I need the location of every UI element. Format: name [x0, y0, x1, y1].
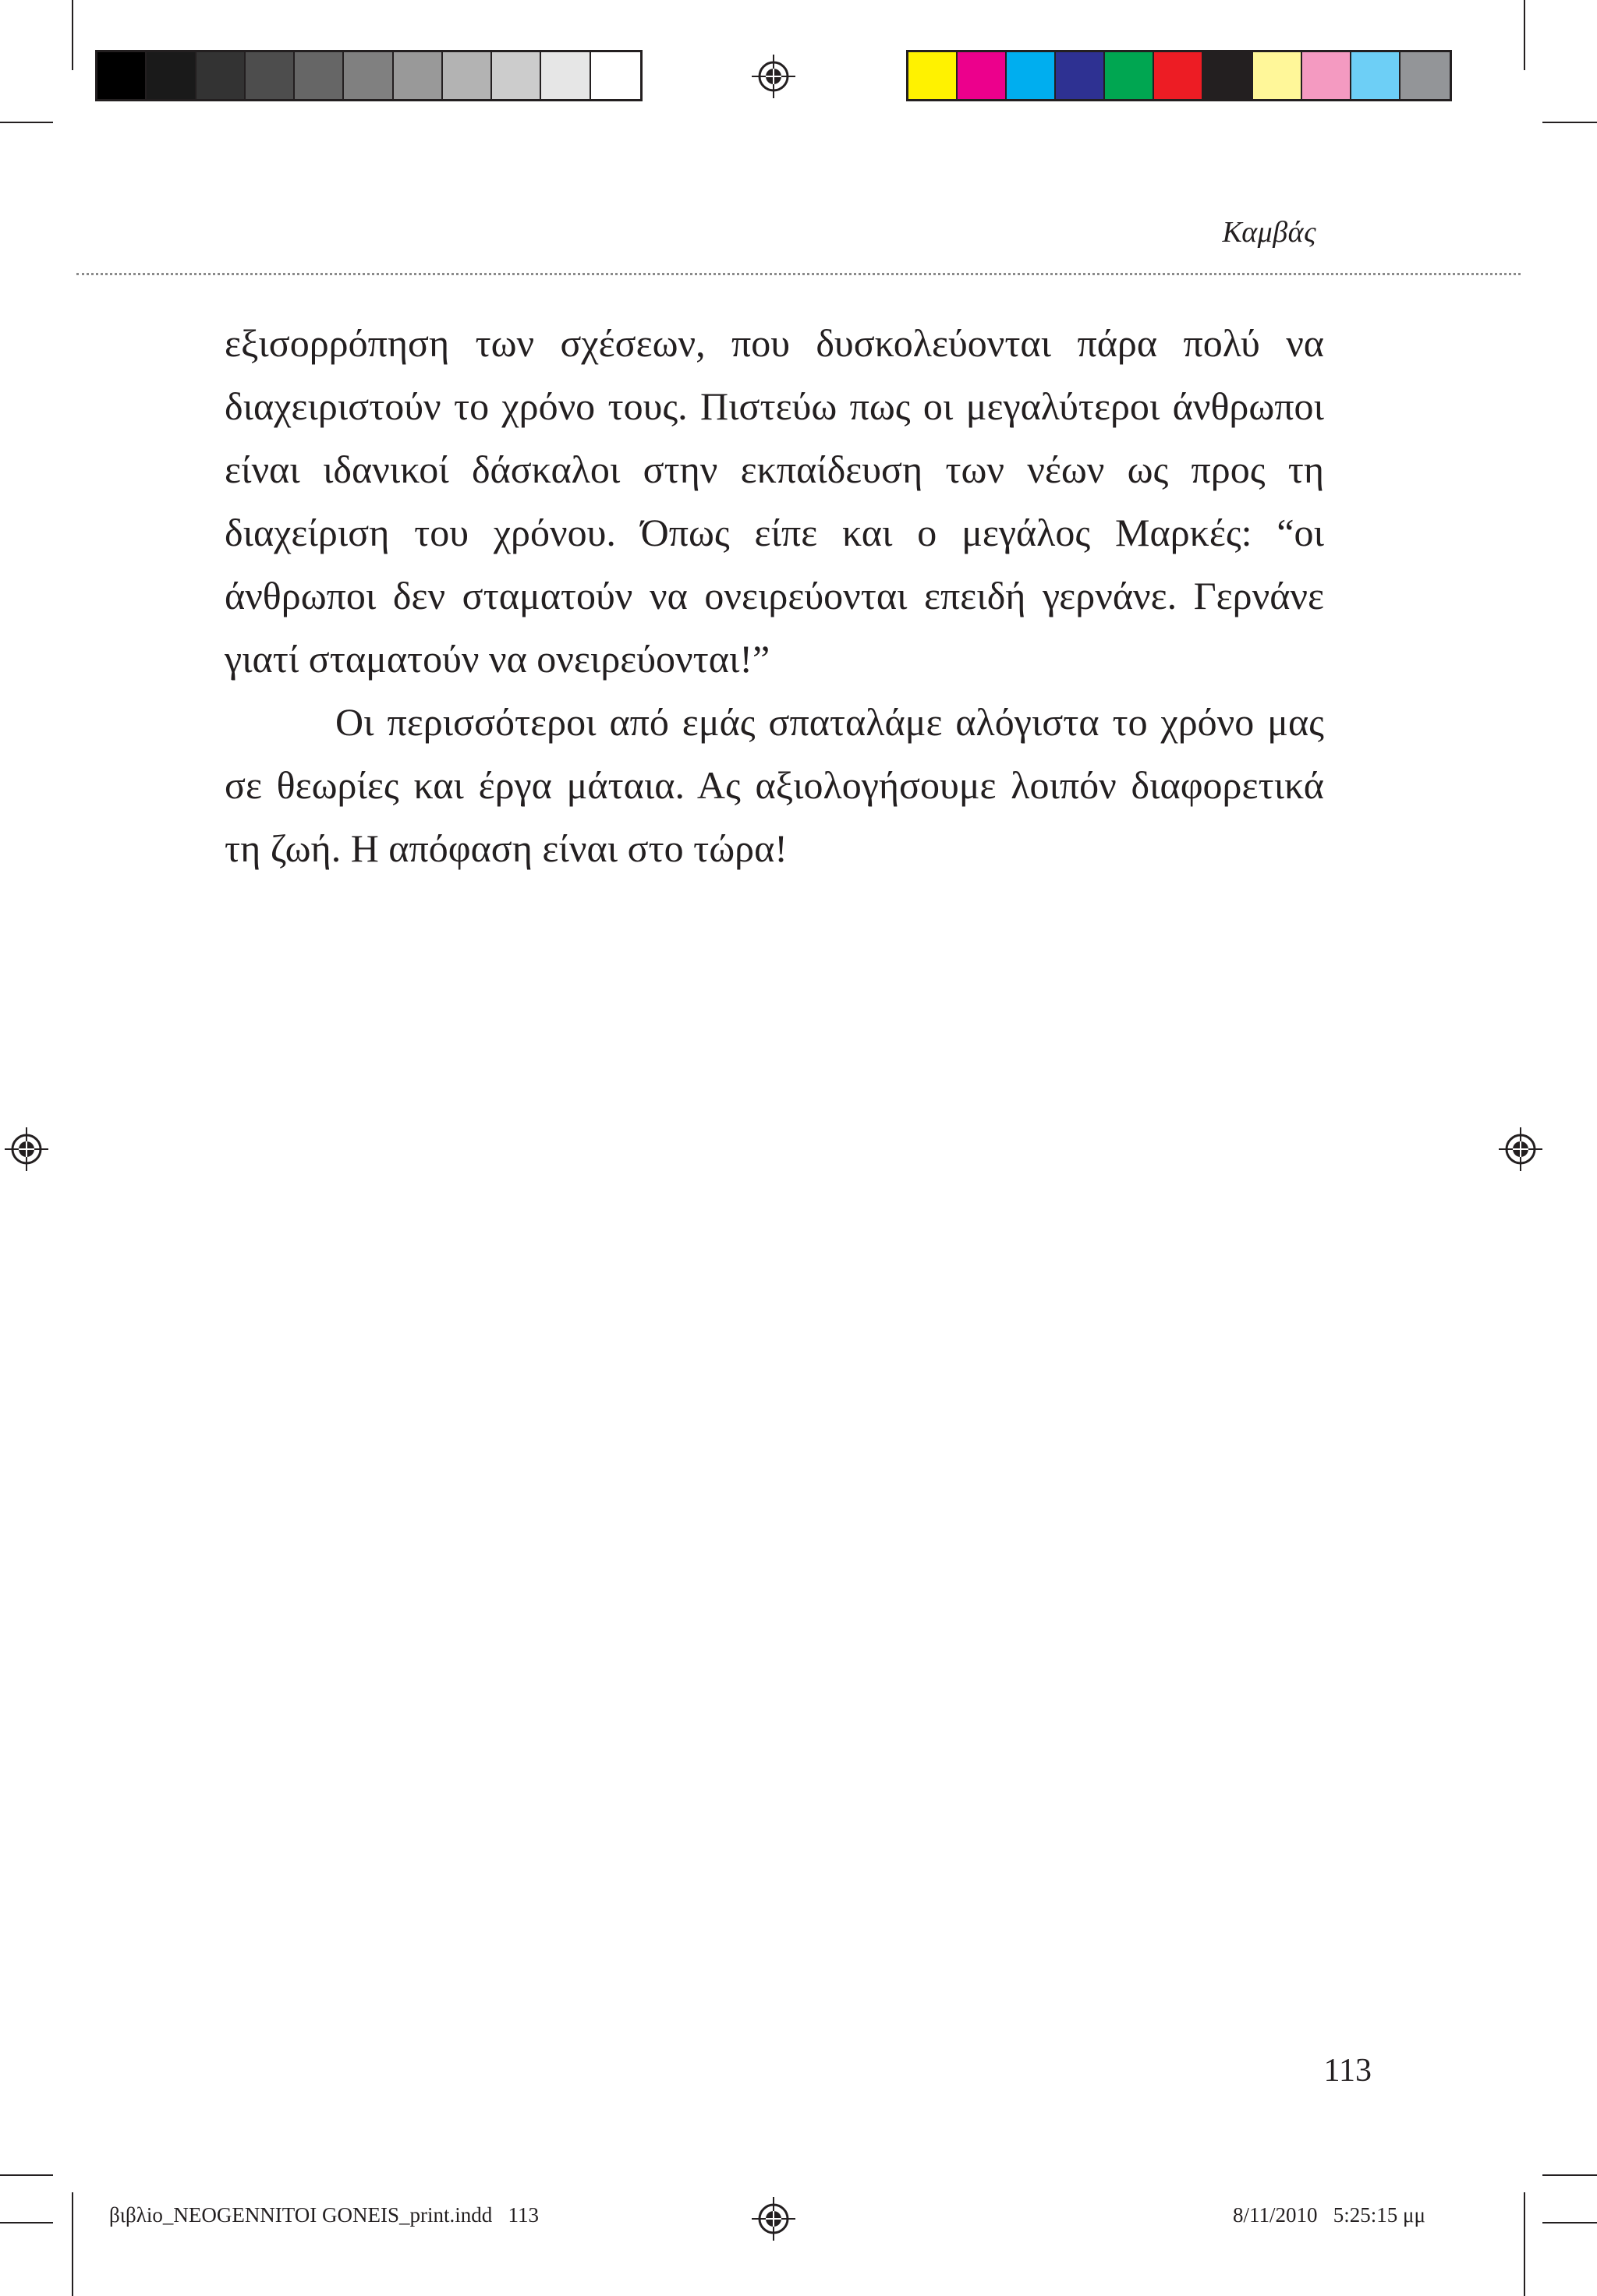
crop-mark-bottom-left-h: [0, 2174, 53, 2176]
page-number: 113: [1323, 2053, 1372, 2089]
crop-mark-top-right-v: [1524, 0, 1525, 70]
gray-swatch-6: [394, 52, 443, 99]
crop-mark-top-left-h: [0, 122, 53, 123]
crop-mark-top-right-h: [1542, 122, 1597, 123]
process-swatch-3: [1056, 52, 1105, 99]
crop-mark-bottom-right-v: [1524, 2192, 1525, 2296]
slug-date: 8/11/2010 5:25:15 μμ: [1233, 2203, 1425, 2227]
paragraph: Οι περισσότεροι από εμάς σπαταλάμε αλόγιστα το χρόνο μας σε θεωρίες και έργα μάταια. Ας αξιολογήσουμε λοιπόν διαφορετικά τη ζωή. Η απόφαση είναι στο τώρα!: [225, 700, 1324, 870]
gray-swatch-7: [443, 52, 492, 99]
gray-swatch-3: [246, 52, 295, 99]
process-swatch-5: [1154, 52, 1203, 99]
process-swatch-0: [908, 52, 958, 99]
slug-file-name: βιβλio_NEOGENNITOI GONEIS_print.indd 113: [109, 2203, 540, 2227]
process-swatch-6: [1203, 52, 1252, 99]
process-swatch-8: [1302, 52, 1351, 99]
gray-swatch-0: [97, 52, 147, 99]
registration-mark-icon: [5, 1127, 48, 1171]
process-color-bar: [906, 50, 1452, 101]
running-head: Καμβάς: [1222, 216, 1316, 249]
process-swatch-10: [1400, 52, 1450, 99]
process-swatch-1: [958, 52, 1007, 99]
crop-mark-bottom-left-h2: [0, 2222, 53, 2223]
crop-mark-bottom-right-h2: [1542, 2222, 1597, 2223]
gray-swatch-10: [591, 52, 640, 99]
process-swatch-7: [1253, 52, 1302, 99]
gray-swatch-2: [197, 52, 246, 99]
process-swatch-9: [1351, 52, 1400, 99]
registration-mark-icon: [752, 2197, 795, 2241]
process-swatch-2: [1007, 52, 1056, 99]
crop-mark-bottom-right-h: [1542, 2174, 1597, 2176]
registration-mark-icon: [1499, 1127, 1542, 1171]
crop-mark-top-left-v: [72, 0, 73, 70]
gray-swatch-8: [492, 52, 541, 99]
crop-mark-bottom-left-v: [72, 2192, 73, 2296]
header-rule: [76, 273, 1521, 275]
registration-mark-icon: [752, 55, 795, 98]
gray-swatch-1: [147, 52, 196, 99]
process-swatch-4: [1105, 52, 1154, 99]
gray-swatch-5: [344, 52, 393, 99]
gray-swatch-4: [295, 52, 344, 99]
gray-ramp-color-bar: [95, 50, 643, 101]
gray-swatch-9: [541, 52, 590, 99]
paragraph: εξισορρόπηση των σχέσεων, που δυσκολεύονται πάρα πολύ να διαχειριστούν το χρόνο τους. Πιστεύω πως οι μεγαλύτεροι άνθρωποι είναι ιδανικοί δάσκαλοι στην εκπαίδευση των νέων ως προς τη διαχείριση του χρόνου. Όπως είπε και ο μεγάλος Μαρκές: “οι άνθρωποι δεν σταματούν να ονειρεύονται επειδή γερνάνε. Γερνάνε γιατί σταματούν να ονειρεύονται!”: [225, 321, 1324, 681]
body-text: [225, 312, 1324, 880]
